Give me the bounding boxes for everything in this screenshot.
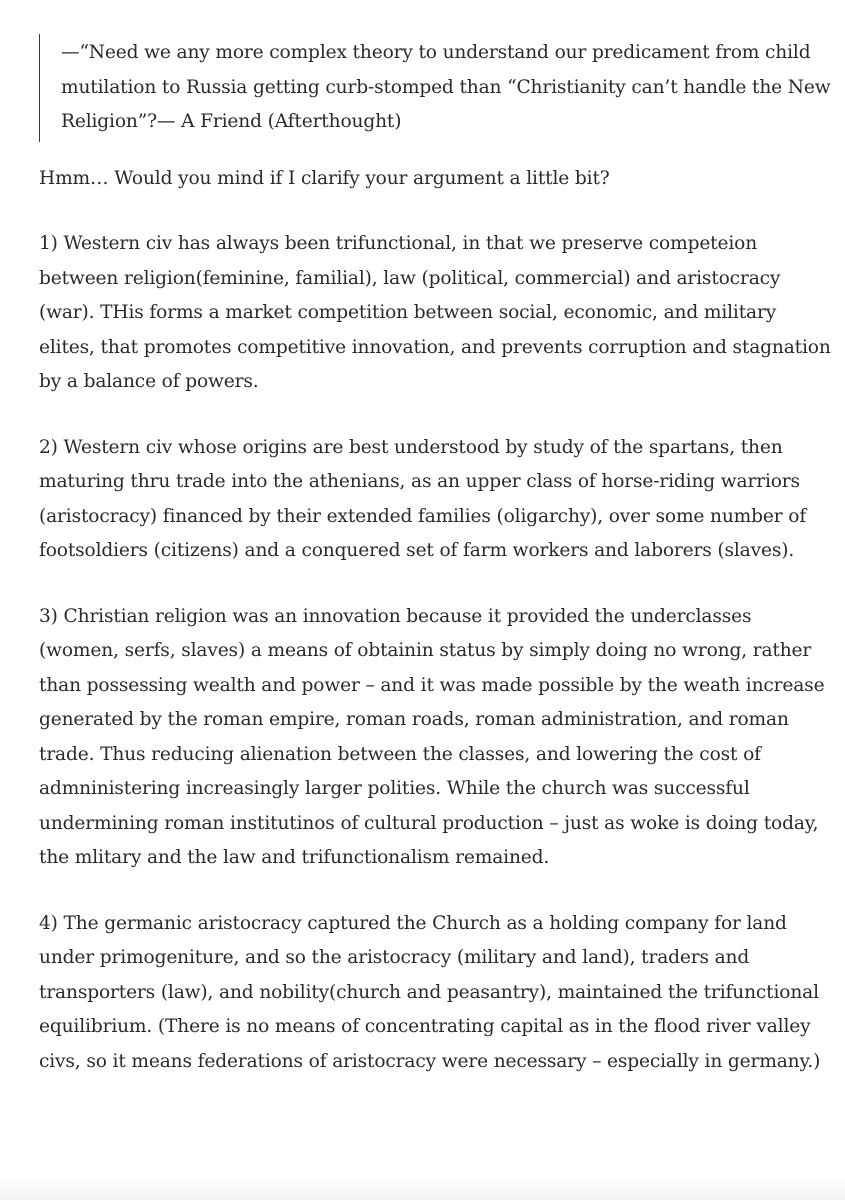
quote-block <box>39 34 834 142</box>
paragraph-point-1: 1) Western civ has always been trifunctional, in that we preserve competeion between religion(feminine, familial), law (political, commercial) and aristocracy (war). THis forms a market competition between social, economic, and military elites, that promotes competitive innovation, and prevents corruption and stagnation by a balance of powers. <box>39 233 831 392</box>
paragraph-point-2: 2) Western civ whose origins are best understood by study of the spartans, then maturing thru trade into the athenians, as an upper class of horse-riding warriors (aristocracy) financed by their extended families (oligarchy), over some number of footsoldiers (citizens) and a conquered set of farm workers and laborers (slaves). <box>39 436 807 561</box>
paragraph-intro: Hmm… Would you mind if I clarify your argument a little bit? <box>39 167 610 189</box>
quote-text: —“Need we any more complex theory to understand our predicament from child mutilation to Russia getting curb-stomped than “Christianity can’t handle the New Religion”?— A Friend (Afterthought) <box>61 42 831 132</box>
article-body <box>39 34 834 1110</box>
paragraph-point-4: 4) The germanic aristocracy captured the Church as a holding company for land under primogeniture, and so the aristocracy (military and land), traders and transporters (law), and nobility(church and peasantry), maintained the trifunctional equilibrium. (There is no means of concentrating capital as in the flood river valley civs, so it means federations of aristocracy were necessary – especially in germany.) <box>39 912 821 1072</box>
paragraph-point-3: 3) Christian religion was an innovation because it provided the underclasses (women, serfs, slaves) a means of obtainin status by simply doing no wrong, rather than possessing wealth and power – and it was made possible by the weath increase generated by the roman empire, roman roads, roman administration, and roman trade. Thus reducing alienation between the classes, and lowering the cost of admninistering increasingly larger polities. While the church was successful undermining roman institutinos of cultural production – just as woke is doing today, the mlitary and the law and trifunctionalism remained. <box>39 605 825 868</box>
bottom-fade-overlay <box>0 1178 845 1200</box>
